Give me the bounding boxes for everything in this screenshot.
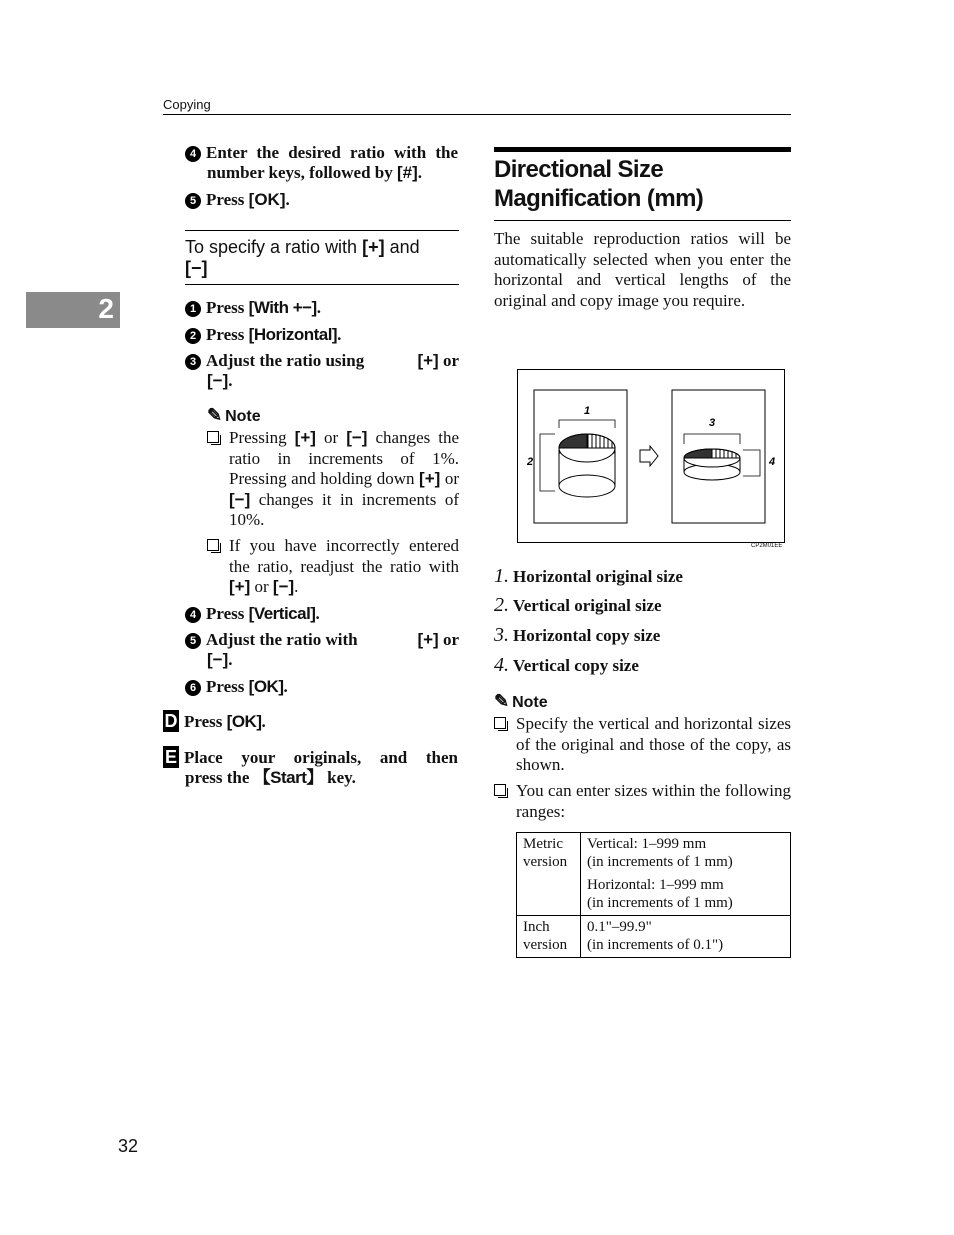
legend-item-3: 3. Horizontal copy size [494, 624, 661, 646]
step-adjust-ratio: 3 Adjust the ratio using [+] or [−]. [185, 351, 459, 391]
step-press-ok: 5 Press [OK]. [185, 190, 290, 210]
note-heading: ✎ Note [494, 691, 548, 711]
table-cell-value: Vertical: 1–999 mm (in increments of 1 mm) Horizontal: 1–999 mm (in increments of 1 mm) [581, 833, 791, 916]
minus-key: [−] [207, 371, 229, 390]
label-1: 1 [583, 405, 591, 417]
label-4: 4 [768, 456, 776, 468]
main-step-place-originals: E Place your originals, and then press the 【Start】 key. [164, 747, 458, 787]
minus-key: [−] [207, 650, 229, 669]
figure-code: CP2M01EE [751, 543, 783, 549]
plus-key: [+] [417, 630, 439, 649]
subheading-plus-minus: To specify a ratio with [+] and [−] [185, 230, 459, 285]
ok-key: [OK] [226, 712, 262, 731]
note-heading: ✎ Note [207, 405, 261, 425]
main-step-press-ok: D Press [OK]. [164, 711, 266, 731]
horizontal-key: [Horizontal] [248, 325, 338, 344]
ok-key: [OK] [248, 190, 286, 209]
intro-paragraph: The suitable reproduction ratios will be automatically selected when you enter the horizontal and vertical lengths of the original and copy image you require. [494, 229, 791, 310]
hash-key: [#] [397, 163, 418, 182]
step-marker: 4 [185, 146, 201, 162]
step-horizontal: 2 Press [Horizontal]. [185, 325, 341, 345]
checkbox-bullet-icon [494, 717, 506, 729]
legend-item-2: 2. Vertical original size [494, 594, 662, 616]
start-key: 【Start】 [253, 768, 323, 787]
step-adjust-ratio-vertical: 5 Adjust the ratio with [+] or [−]. [185, 630, 459, 670]
original-pie [559, 434, 615, 497]
section-bar [494, 147, 791, 152]
table-cell-label: Metric version [517, 833, 581, 916]
plus-key: [+] [417, 351, 439, 370]
step-vertical: 4 Press [Vertical]. [185, 604, 320, 624]
note-bullet: If you have incorrectly entered the ratio, readjust the ratio with [+] or [−]. [207, 536, 459, 598]
plus-key: [+] [362, 237, 385, 257]
table-cell-label: Inch version [517, 916, 581, 958]
note-bullet: Pressing [+] or [−] changes the ratio in increments of 1%. Pressing and holding down [+] or [−] changes it in increments of 10%. [207, 428, 459, 531]
checkbox-bullet-icon [207, 539, 219, 551]
pencil-icon: ✎ [494, 691, 510, 711]
table-row [517, 916, 791, 958]
label-3: 3 [708, 417, 716, 429]
table-cell-value: 0.1"–99.9" (in increments of 0.1") [581, 916, 791, 958]
note-bullet: You can enter sizes within the following ranges: [494, 781, 791, 822]
page-number: 32 [118, 1136, 139, 1156]
table-row [517, 833, 791, 916]
note-bullet: Specify the vertical and horizontal sizes of the original and those of the copy, as shown. [494, 714, 791, 776]
section-rule [494, 220, 791, 221]
vertical-key: [Vertical] [248, 604, 316, 623]
step-press-ok-2: 6 Press [OK]. [185, 677, 288, 697]
copy-pie [684, 449, 740, 480]
with-plus-minus-key: [With +−] [248, 298, 317, 317]
header-rule [163, 114, 791, 115]
running-head: Copying [163, 97, 211, 112]
legend-item-1: 1. Horizontal original size [494, 565, 683, 587]
checkbox-bullet-icon [494, 784, 506, 796]
step-with-plus-minus: 1 Press [With +−]. [185, 298, 321, 318]
checkbox-bullet-icon [207, 431, 219, 443]
step-enter-ratio: 4 Enter the desired ratio with the number keys, followed by [#]. [185, 143, 459, 183]
ranges-table [516, 832, 791, 958]
chapter-tab [26, 292, 120, 328]
size-diagram-svg [518, 370, 784, 542]
size-diagram [517, 369, 785, 543]
step-text: Enter the desired ratio with the [206, 143, 458, 162]
chapter-number: 2 [98, 293, 114, 324]
arrow-right-icon [640, 446, 658, 466]
minus-key: [−] [185, 258, 208, 278]
ok-key: [OK] [248, 677, 284, 696]
step-marker: 5 [185, 193, 201, 209]
pencil-icon: ✎ [207, 405, 223, 425]
legend-item-4: 4. Vertical copy size [494, 654, 639, 676]
label-2: 2 [526, 456, 534, 468]
section-title: Directional Size Magnification (mm) [494, 156, 704, 212]
